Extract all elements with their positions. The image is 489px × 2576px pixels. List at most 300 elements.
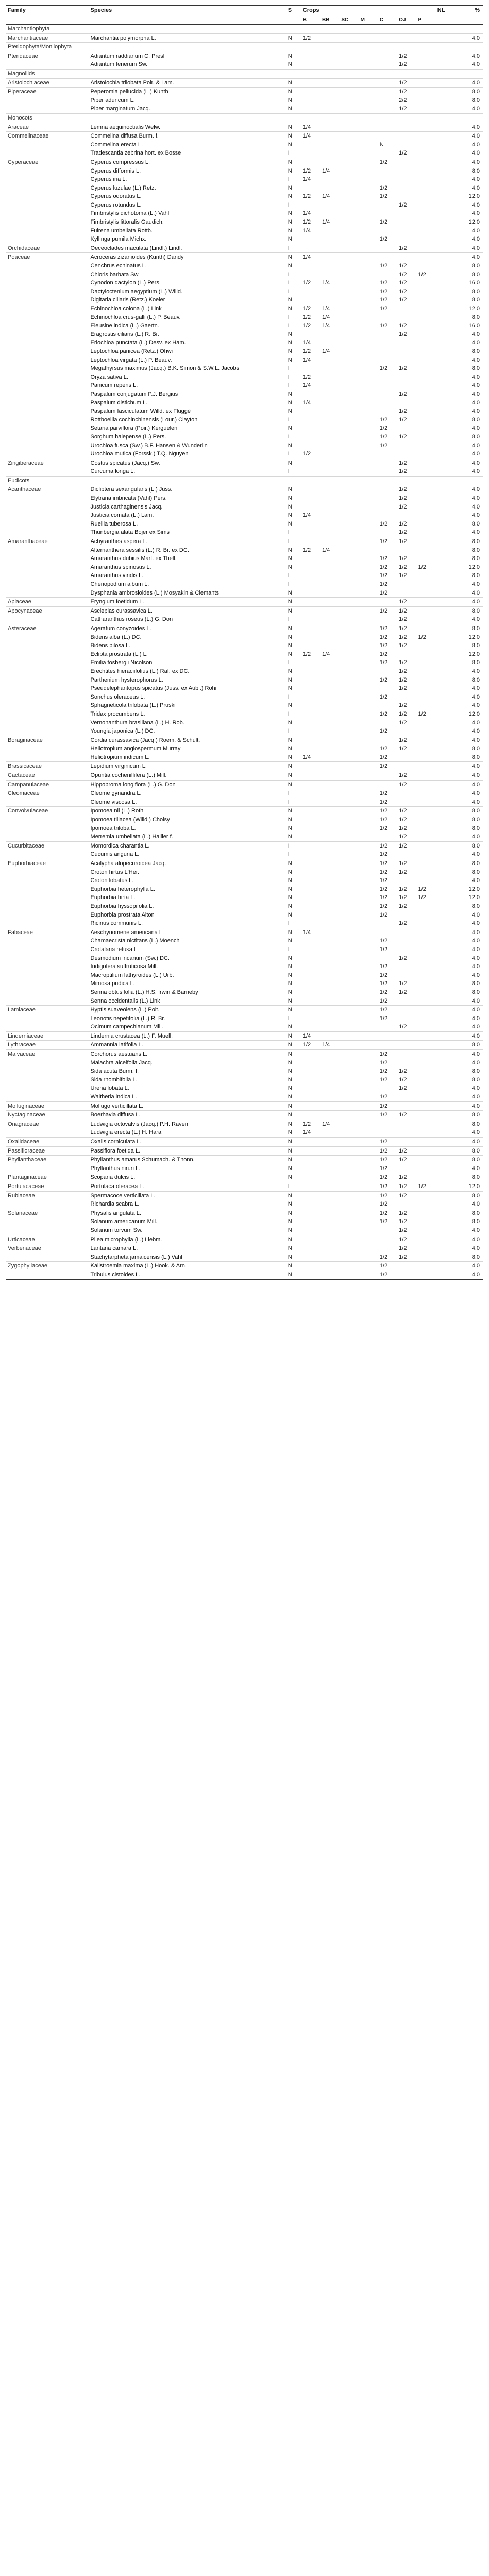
crop-m-cell	[359, 771, 378, 781]
crop-sc-cell	[340, 399, 359, 408]
crop-c-cell: 1/2	[379, 433, 388, 440]
status-cell: N	[286, 253, 301, 262]
status-cell: N	[288, 911, 292, 918]
status-cell: I	[288, 799, 290, 805]
family-cell	[6, 833, 89, 841]
crop-b-cell	[301, 954, 321, 963]
crop-c-cell	[378, 356, 397, 365]
table-row	[6, 158, 483, 166]
crop-sc-cell	[340, 1031, 359, 1041]
species-cell: Adiantum raddianum C. Presl	[89, 52, 286, 60]
crop-b-cell: 1/4	[301, 928, 321, 937]
crop-bb-cell: 1/4	[322, 219, 330, 226]
crop-b-cell	[301, 710, 321, 719]
crop-p-cell	[416, 1050, 435, 1059]
crop-m-cell	[359, 270, 378, 279]
crop-bb-cell	[321, 1182, 340, 1191]
nl-cell	[436, 1093, 457, 1101]
crop-bb-cell	[321, 876, 340, 885]
crop-bb-cell	[321, 1270, 340, 1279]
table-row	[6, 937, 483, 945]
percent-cell: 4.0	[457, 789, 483, 798]
crop-sc-cell	[340, 1253, 359, 1262]
crop-oj-cell: 1/2	[399, 634, 407, 640]
family-cell	[6, 442, 89, 450]
crop-c-cell: 1/2	[379, 886, 388, 892]
crop-sc-cell	[340, 1101, 359, 1111]
percent-cell: 12.0	[468, 193, 480, 200]
crop-oj-cell	[397, 1101, 416, 1111]
status-cell: N	[288, 938, 292, 944]
crop-c-cell	[378, 684, 397, 693]
nl-cell	[436, 485, 457, 494]
species-cell: Cleome viscosa L.	[90, 799, 137, 805]
species-cell: Commelina erecta L.	[90, 141, 143, 148]
crop-bb-cell	[321, 780, 340, 789]
species-cell: Chamaecrista nictitans (L.) Moench	[90, 938, 180, 944]
status-cell: I	[288, 920, 290, 927]
status-cell: I	[288, 451, 290, 457]
crop-oj-cell	[397, 997, 416, 1006]
crop-c-cell: 1/2	[378, 1209, 397, 1217]
species-cell: Oryza sativa L.	[90, 374, 128, 380]
crop-p-cell	[416, 158, 435, 166]
species-cell: Cyperus difformis L.	[90, 167, 141, 174]
nl-cell	[436, 167, 457, 176]
table-row	[6, 338, 483, 347]
crop-oj-cell	[397, 1031, 416, 1041]
table-row	[6, 798, 483, 807]
nl-cell	[436, 885, 457, 894]
family-cell	[6, 235, 89, 244]
crop-p-cell	[416, 771, 435, 781]
crop-sc-cell	[340, 424, 359, 433]
crop-sc-cell	[340, 911, 359, 920]
table-row	[6, 520, 483, 529]
table-row	[6, 511, 483, 520]
crop-m-cell	[359, 701, 378, 710]
nl-cell	[436, 279, 457, 287]
nl-cell	[436, 902, 457, 911]
crop-c-cell	[378, 494, 397, 503]
crop-sc-cell	[340, 175, 359, 184]
nl-cell	[436, 227, 457, 235]
crop-c-cell: 1/2	[379, 572, 388, 579]
crop-p-cell	[416, 1093, 435, 1101]
header-species: Species	[89, 6, 286, 15]
crop-bb-cell	[321, 598, 340, 607]
crop-c-cell	[378, 167, 397, 176]
nl-cell	[436, 373, 457, 382]
crop-m-cell	[359, 141, 378, 149]
status-cell: N	[288, 512, 292, 519]
crop-sc-cell	[340, 1173, 359, 1182]
nl-cell	[436, 1235, 457, 1244]
nl-cell	[436, 997, 457, 1006]
crop-c-cell: 1/2	[379, 963, 388, 970]
crop-m-cell	[359, 373, 378, 382]
crop-c-cell	[378, 467, 397, 476]
crop-oj-cell	[397, 184, 416, 193]
table-row	[6, 450, 483, 459]
header-crop-p: P	[416, 15, 435, 25]
crop-c-cell: 1/2	[379, 851, 388, 858]
table-row	[6, 1217, 483, 1226]
crop-oj-cell: 1/2	[399, 980, 407, 987]
crop-m-cell	[359, 693, 378, 702]
crop-sc-cell	[340, 459, 359, 467]
species-cell: Ageratum conyzoides L.	[89, 624, 286, 633]
percent-cell: 8.0	[457, 1191, 483, 1200]
crop-p-cell	[416, 201, 435, 210]
crop-c-cell	[378, 390, 397, 399]
crop-p-cell	[416, 356, 435, 365]
crop-oj-cell	[397, 753, 416, 762]
crop-m-cell	[359, 218, 378, 227]
crop-b-cell: 1/4	[301, 123, 321, 132]
crop-b-cell	[301, 1164, 321, 1173]
status-cell: N	[288, 972, 292, 978]
crop-oj-cell: 1/2	[399, 288, 407, 295]
crop-bb-cell	[321, 52, 340, 60]
crop-bb-cell	[321, 158, 340, 166]
species-cell: Leptochloa panicea (Retz.) Ohwi	[90, 348, 173, 354]
crop-m-cell	[359, 537, 378, 546]
nl-cell	[436, 520, 457, 529]
crop-p-cell	[416, 1253, 435, 1262]
crop-m-cell	[359, 1173, 378, 1182]
crop-b-cell	[301, 824, 321, 833]
crop-b-cell: 1/4	[301, 132, 321, 141]
crop-m-cell	[359, 184, 378, 193]
table-body	[6, 25, 483, 1279]
percent-cell: 8.0	[457, 606, 483, 615]
crop-b-cell	[301, 1262, 321, 1270]
crop-c-cell	[378, 347, 397, 356]
crop-m-cell	[359, 684, 378, 693]
crop-oj-cell: 1/2	[399, 642, 407, 649]
crop-m-cell	[359, 1076, 378, 1084]
species-cell: Pilea microphylla (L.) Liebm.	[89, 1235, 286, 1244]
crop-c-cell	[378, 407, 397, 416]
species-cell: Lemna aequinoctialis Welw.	[89, 123, 286, 132]
crop-bb-cell	[321, 1084, 340, 1093]
crop-sc-cell	[340, 598, 359, 607]
crop-b-cell: 1/4	[302, 754, 311, 760]
species-cell: Sorghum halepense (L.) Pers.	[90, 433, 166, 440]
table-row	[6, 1014, 483, 1023]
crop-m-cell	[359, 175, 378, 184]
percent-cell: 8.0	[471, 97, 480, 104]
crop-c-cell	[378, 209, 397, 218]
nl-cell	[436, 893, 457, 902]
nl-cell	[436, 727, 457, 736]
percent-cell	[457, 43, 483, 52]
crop-c-cell	[378, 1041, 397, 1050]
crop-m-cell	[359, 816, 378, 824]
nl-cell	[436, 710, 457, 719]
nl-cell	[436, 407, 457, 416]
nl-cell	[436, 876, 457, 885]
crop-sc-cell	[340, 798, 359, 807]
crop-sc-cell	[340, 338, 359, 347]
crop-m-cell	[359, 433, 378, 442]
crop-c-cell: 1/2	[379, 520, 388, 527]
crop-sc-cell	[340, 833, 359, 841]
crop-m-cell	[359, 807, 378, 816]
status-cell: N	[288, 651, 292, 657]
crop-c-cell	[378, 771, 397, 781]
species-cell: Stachytarpheta jamaicensis (L.) Vahl	[90, 1253, 182, 1260]
table-row	[6, 667, 483, 676]
status-cell: N	[286, 1111, 301, 1120]
crop-bb-cell	[321, 911, 340, 920]
crop-bb-cell	[321, 407, 340, 416]
crop-bb-cell	[321, 184, 340, 193]
crop-sc-cell	[340, 407, 359, 416]
crop-bb-cell	[321, 658, 340, 667]
crop-sc-cell	[340, 279, 359, 287]
crop-bb-cell	[321, 633, 340, 642]
crop-b-cell: 1/2	[302, 374, 311, 380]
nl-cell	[436, 313, 457, 322]
percent-cell: 4.0	[471, 512, 480, 519]
crop-sc-cell	[340, 563, 359, 572]
species-cell: Portulaca oleracea L.	[89, 1182, 286, 1191]
percent-cell: 4.0	[471, 374, 480, 380]
crop-m-cell	[359, 868, 378, 877]
crop-sc-cell	[340, 201, 359, 210]
percent-cell: 4.0	[471, 1094, 480, 1100]
crop-sc-cell	[340, 60, 359, 69]
crop-sc-cell	[340, 356, 359, 365]
family-cell: Commelinaceae	[6, 132, 89, 141]
crop-bb-cell	[321, 798, 340, 807]
nl-cell	[436, 60, 457, 69]
crop-p-cell	[416, 868, 435, 877]
percent-cell: 4.0	[471, 972, 480, 978]
crop-b-cell	[301, 885, 321, 894]
table-row	[6, 209, 483, 218]
crop-oj-cell	[397, 1200, 416, 1209]
crop-m-cell	[359, 338, 378, 347]
crop-c-cell	[378, 511, 397, 520]
crop-m-cell	[359, 641, 378, 650]
crop-b-cell	[301, 201, 321, 210]
crop-m-cell	[359, 123, 378, 132]
crop-sc-cell	[340, 893, 359, 902]
species-cell: Bidens alba (L.) DC.	[90, 634, 142, 640]
crop-c-cell: 1/2	[379, 1094, 388, 1100]
table-row	[6, 1244, 483, 1253]
crop-p-cell	[416, 589, 435, 598]
status-cell: N	[286, 52, 301, 60]
percent-cell: 8.0	[457, 1156, 483, 1164]
crop-p-cell	[416, 554, 435, 563]
crop-sc-cell	[340, 132, 359, 141]
nl-cell	[436, 753, 457, 762]
nl-cell	[436, 1182, 457, 1191]
table-row	[6, 287, 483, 296]
family-cell: Verbenaceae	[6, 1244, 89, 1253]
status-cell: N	[288, 219, 292, 226]
crop-oj-cell: 1/2	[397, 807, 416, 816]
crop-bb-cell	[321, 511, 340, 520]
crop-oj-cell	[397, 1262, 416, 1270]
crop-sc-cell	[340, 262, 359, 270]
crop-c-cell: 1/2	[379, 825, 388, 832]
percent-cell: 4.0	[457, 158, 483, 166]
crop-m-cell	[359, 885, 378, 894]
status-cell: N	[286, 859, 301, 868]
family-cell: Amaranthaceae	[6, 537, 89, 546]
table-row	[6, 824, 483, 833]
species-cell: Heliotropium angiospermum Murray	[90, 745, 181, 752]
crop-p-cell	[416, 684, 435, 693]
crop-m-cell	[359, 727, 378, 736]
crop-bb-cell	[321, 132, 340, 141]
family-cell	[6, 1128, 89, 1137]
species-cell: Leptochloa virgata (L.) P. Beauv.	[90, 357, 172, 363]
species-cell: Croton hirtus L'Hér.	[90, 869, 139, 875]
status-cell: N	[286, 1262, 301, 1270]
species-cell: Youngia japonica (L.) DC.	[90, 728, 155, 735]
table-row	[6, 1076, 483, 1084]
crop-c-cell: 1/2	[379, 651, 388, 657]
crop-c-cell: 1/2	[379, 1015, 388, 1022]
crop-sc-cell	[340, 719, 359, 727]
header-crop-bb: BB	[321, 15, 340, 25]
crop-oj-cell: 1/2	[399, 468, 407, 475]
species-cell: Indigofera suffruticosa Mill.	[90, 963, 158, 970]
family-cell	[6, 390, 89, 399]
crop-c-cell	[378, 476, 397, 485]
family-cell	[6, 356, 89, 365]
table-row	[6, 296, 483, 304]
crop-sc-cell	[340, 580, 359, 589]
crop-sc-cell	[340, 287, 359, 296]
percent-cell: 8.0	[457, 88, 483, 96]
crop-bb-cell: 1/4	[321, 1041, 340, 1050]
status-cell: N	[286, 132, 301, 141]
nl-cell	[436, 1164, 457, 1173]
crop-p-cell: 1/2	[418, 894, 426, 901]
crop-b-cell	[301, 364, 321, 373]
crop-bb-cell	[321, 43, 340, 52]
crop-c-cell: 1/2	[379, 184, 388, 191]
crop-b-cell	[301, 467, 321, 476]
crop-p-cell	[416, 789, 435, 798]
nl-cell	[436, 937, 457, 945]
crop-p-cell	[416, 850, 435, 859]
crop-b-cell	[301, 149, 321, 158]
crop-m-cell	[359, 227, 378, 235]
crop-m-cell	[359, 1031, 378, 1041]
crop-m-cell	[359, 459, 378, 467]
crop-p-cell: 1/2	[418, 710, 426, 717]
crop-b-cell	[301, 1235, 321, 1244]
status-cell: I	[288, 581, 290, 587]
crop-b-cell	[301, 494, 321, 503]
crop-oj-cell: 1/2	[399, 106, 407, 112]
crop-bb-cell	[321, 893, 340, 902]
crop-sc-cell	[340, 485, 359, 494]
species-cell: Amaranthus viridis L.	[90, 572, 144, 579]
crop-p-cell	[416, 1101, 435, 1111]
crop-p-cell: 1/2	[418, 634, 426, 640]
crop-m-cell	[359, 546, 378, 555]
family-cell: Orchidaceae	[6, 244, 89, 253]
species-table	[6, 5, 483, 1279]
crop-m-cell	[359, 563, 378, 572]
header-crop-sc: SC	[340, 15, 359, 25]
family-cell: Marchantiaceae	[6, 33, 89, 43]
crop-p-cell	[416, 1076, 435, 1084]
header-crop-m: M	[359, 15, 378, 25]
crop-bb-cell	[321, 1164, 340, 1173]
crop-c-cell: 1/2	[379, 416, 388, 423]
crop-oj-cell	[397, 399, 416, 408]
species-cell: Corchorus aestuans L.	[89, 1050, 286, 1059]
crop-bb-cell	[321, 554, 340, 563]
crop-c-cell: 1/2	[379, 365, 388, 372]
crop-p-cell	[416, 424, 435, 433]
crop-oj-cell: 1/2	[399, 323, 407, 329]
crop-sc-cell	[340, 1050, 359, 1059]
family-cell: Brassicaceae	[6, 762, 89, 771]
crop-p-cell	[416, 244, 435, 253]
crop-oj-cell: 1/2	[399, 1085, 407, 1092]
family-cell	[6, 167, 89, 176]
crop-bb-cell	[321, 762, 340, 771]
crop-oj-cell: 1/2	[399, 903, 407, 909]
nl-cell	[436, 105, 457, 113]
nl-cell	[436, 1270, 457, 1279]
crop-p-cell	[416, 33, 435, 43]
crop-bb-cell	[321, 244, 340, 253]
crop-p-cell	[416, 727, 435, 736]
family-cell	[6, 227, 89, 235]
crop-b-cell	[301, 1244, 321, 1253]
crop-c-cell: 1/2	[378, 158, 397, 166]
crop-p-cell	[416, 798, 435, 807]
crop-m-cell	[359, 624, 378, 633]
nl-cell	[436, 598, 457, 607]
crop-b-cell	[301, 789, 321, 798]
crop-oj-cell: 1/2	[399, 685, 407, 692]
crop-oj-cell	[397, 167, 416, 176]
percent-cell: 8.0	[471, 572, 480, 579]
species-cell: Peperomia pellucida (L.) Kunth	[89, 88, 286, 96]
percent-cell: 8.0	[471, 1076, 480, 1083]
table-row	[6, 416, 483, 425]
status-cell: I	[286, 789, 301, 798]
header-pct: %	[457, 6, 483, 15]
family-cell	[6, 433, 89, 442]
crop-oj-cell	[397, 911, 416, 920]
crop-p-cell	[416, 1173, 435, 1182]
table-row	[6, 390, 483, 399]
crop-sc-cell	[340, 33, 359, 43]
table-row	[6, 356, 483, 365]
crop-bb-cell	[321, 816, 340, 824]
crop-oj-cell	[397, 876, 416, 885]
crop-m-cell	[359, 113, 378, 123]
species-cell: Fuirena umbellata Rottb.	[90, 227, 153, 234]
crop-c-cell: N	[379, 141, 384, 148]
crop-sc-cell	[340, 43, 359, 52]
crop-bb-cell	[321, 467, 340, 476]
